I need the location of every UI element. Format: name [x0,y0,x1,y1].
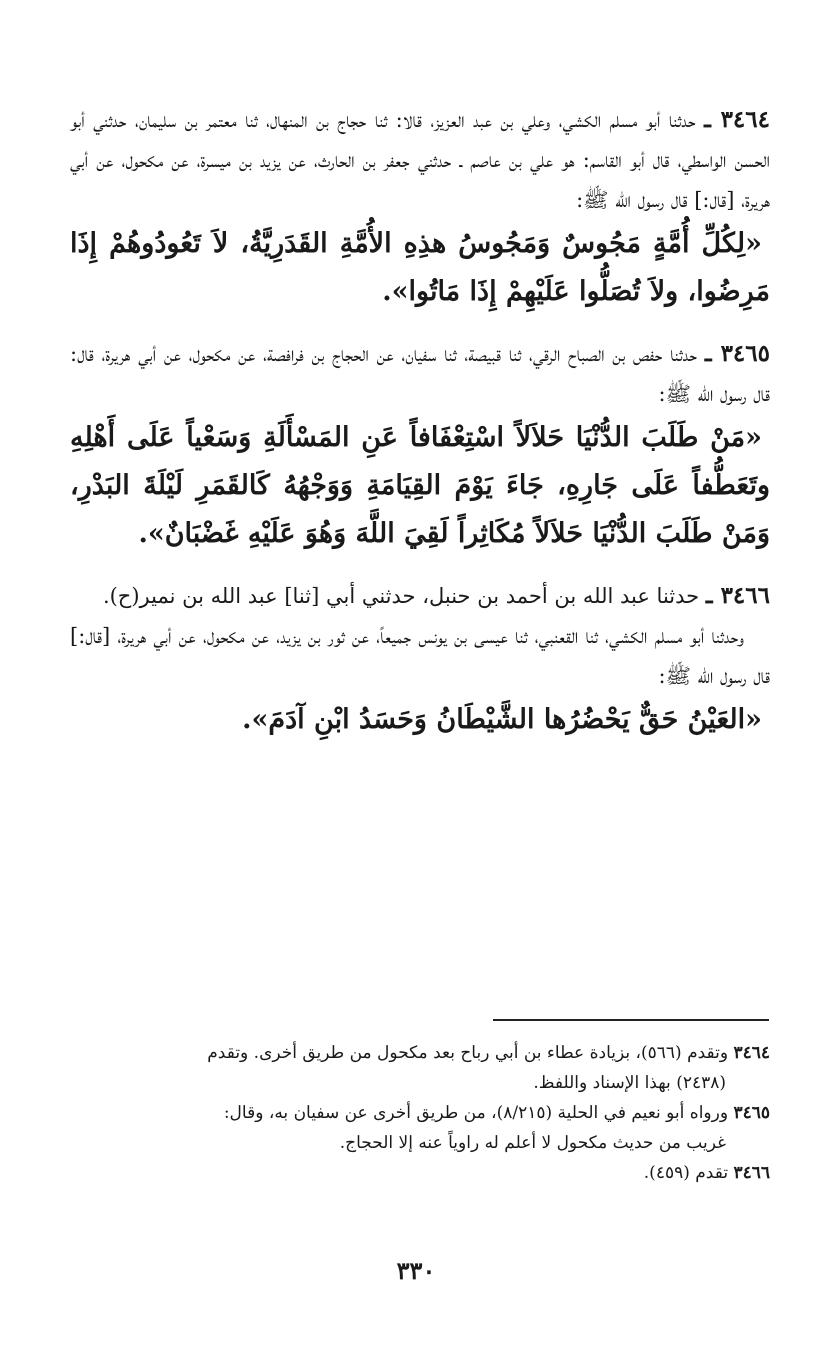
footnote-text-cont: (٢٤٣٨) بهذا الإسناد واللفظ. [533,1073,726,1093]
footnote-item [70,1038,770,1098]
hadith-isnad [70,334,770,414]
footnote-text: وتقدم (٥٦٦)، بزيادة عطاء بن أبي رباح بعد مكحول من طريق أخرى. وتقدم [207,1043,729,1063]
hadith-matn: «لِكُلِّ أُمَّةٍ مَجُوسٌ وَمَجُوسُ هذِهِ الأُمَّةِ القَدَرِيَّةُ، لاَ تَعُودُوهُمْ إِذَا مَرِضُوا، ولاَ تُصَلُّوا عَلَيْهِمْ إِذَا مَاتُوا». [70,228,770,307]
hadith-matn: «مَنْ طَلَبَ الدُّنْيَا حَلاَلاً اسْتِعْفَافاً عَنِ المَسْأَلَةِ وَسَعْياً عَلَى أَهْلِهِ وتَعَطُّفاً عَلَى جَارِهِ، جَاءَ يَوْمَ القِيَامَةِ وَوَجْهُهُ كَالقَمَرِ لَيْلَةَ البَدْرِ، وَمَنْ طَلَبَ الدُّنْيَا حَلاَلاً مُكَاثِراً لَقِيَ اللَّهَ وَهُوَ عَلَيْهِ غَضْبَانٌ». [70,422,770,549]
hadith-matn: «العَيْنُ حَقٌّ يَحْضُرُها الشَّيْطَانُ وَحَسَدُ ابْنِ آدَمَ». [242,704,762,735]
hadith-entry-3465 [70,334,770,558]
hadith-number: ٣٤٦٦ ـ [705,582,770,609]
footnote-text-cont: غريب من حديث مكحول لا أعلم له راوياً عنه إلا الحجاج. [339,1133,726,1153]
page-number: ٣٣٠ [396,1256,436,1285]
hadith-isnad [70,576,770,616]
hadith-entry-3466 [70,576,770,744]
footnote-item [70,1158,770,1188]
footnote-label: ٣٤٦٥ [733,1103,770,1123]
footnote-divider [493,1019,769,1021]
hadith-isnad-text: حدثنا حفص بن الصباح الرقي، ثنا قبيصة، ثنا سفيان، عن الحجاج بن فرافصة، عن مكحول، عن أبي هريرة، قال: قال رسول الله ﷺ: [70,342,770,406]
hadith-entry-3464 [70,100,770,316]
hadith-isnad-text: حدثنا أبو مسلم الكشي، وعلي بن عبد العزيز، قالا: ثنا حجاج بن المنهال، ثنا معتمر بن سليمان، حدثني أبو الحسن الواسطي، قال أبو القاسم: هو علي بن عاصم ـ حدثني جعفر بن الحارث، عن يزيد بن ميسرة، عن مكحول، عن أبي هريرة، [قال:] قال رسول الله ﷺ: [70,108,770,212]
hadith-isnad-text: حدثنا عبد الله بن أحمد بن حنبل، حدثني أبي [ثنا] عبد الله بن نمير(ح). [102,584,700,608]
hadith-isnad-second: وحدثنا أبو مسلم الكشي، ثنا القعنبي، ثنا عيسى بن يونس جميعاً، عن ثور بن يزيد، عن مكحول، عن أبي هريرة، [قال:] قال رسول الله ﷺ: [70,624,770,688]
footnote-label: ٣٤٦٤ [733,1043,770,1063]
footnote-item [70,1098,770,1158]
hadith-number: ٣٤٦٤ ـ [704,106,770,133]
footnote-text: تقدم (٤٥٩). [643,1163,729,1183]
footnotes [70,1038,770,1188]
footnote-text: ورواه أبو نعيم في الحلية (٨/٢١٥)، من طريق أخرى عن سفيان به، وقال: [223,1103,729,1123]
footnote-label: ٣٤٦٦ [733,1163,770,1183]
hadith-number: ٣٤٦٥ ـ [704,340,770,367]
hadith-isnad [70,100,770,220]
page-body [70,100,770,762]
